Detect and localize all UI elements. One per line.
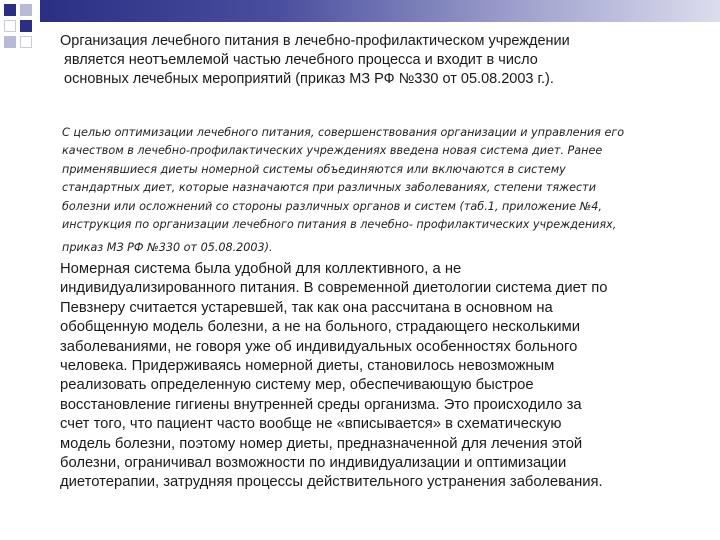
header-gradient-bar xyxy=(40,0,720,22)
heading-line: основных лечебных мероприятий (приказ МЗ РФ №330 от 05.08.2003 г.). xyxy=(64,71,554,87)
body-line: заболеваниями, не говоря уже об индивидуальных особенностях больного xyxy=(60,338,578,355)
italic-line: стандартных диет, которые назначаются при различных заболеваниях, степени тяжести xyxy=(62,181,596,195)
body-line: восстановление гигиены внутренней среды организма. Это происходило за xyxy=(60,396,582,413)
body-paragraph xyxy=(60,260,700,493)
slide-heading xyxy=(60,32,700,89)
body-line: болезни, ограничивал возможности по индивидуализации и оптимизации xyxy=(60,455,567,472)
decor-square xyxy=(20,36,32,48)
body-line: обобщенную модель болезни, а не на больного, страдающего несколькими xyxy=(60,319,580,336)
italic-line: С целью оптимизации лечебного питания, совершенствования организации и управления его xyxy=(62,126,625,139)
decor-square xyxy=(4,36,16,48)
body-line: реализовать определенную систему мер, обеспечивающую быстрое xyxy=(60,377,534,394)
italic-line: применявшиеся диеты номерной системы объединяются или включаются в систему xyxy=(62,162,566,176)
decor-square xyxy=(20,20,32,32)
body-line: счет того, что пациент часто вообще не «вписывается» в схематическую xyxy=(60,416,562,433)
body-line: диетотерапии, затрудняя процессы действительного устранения заболевания. xyxy=(60,474,603,491)
italic-line: качеством в лечебно-профилактических учреждениях введена новая система диет. Ранее xyxy=(62,144,603,158)
italic-line: приказ МЗ РФ №330 от 05.08.2003). xyxy=(62,241,273,255)
decor-square xyxy=(4,20,16,32)
body-line: Номерная система была удобной для коллективного, а не xyxy=(60,261,462,277)
decor-square xyxy=(4,4,16,16)
italic-paragraph xyxy=(62,124,698,258)
decor-square xyxy=(20,4,32,16)
italic-line: болезни или осложнений со стороны различных органов и систем (таб.1, приложение №4, xyxy=(62,199,602,213)
body-line: индивидуализированного питания. В современной диетологии система диет по xyxy=(60,280,608,297)
body-line: Певзнеру считается устаревшей, так как она рассчитана в основном на xyxy=(60,299,553,316)
heading-line: Организация лечебного питания в лечебно-профилактическом учреждении xyxy=(60,33,570,49)
italic-line: инструкция по организации лечебного питания в лечебно- профилактических учреждениях, xyxy=(62,218,617,232)
body-line: человека. Придерживаясь номерной диеты, становилось невозможным xyxy=(60,358,555,375)
heading-line: является неотъемлемой частью лечебного процесса и входит в число xyxy=(64,52,538,68)
body-line: модель болезни, поэтому номер диеты, предназначенной для лечения этой xyxy=(60,435,583,452)
